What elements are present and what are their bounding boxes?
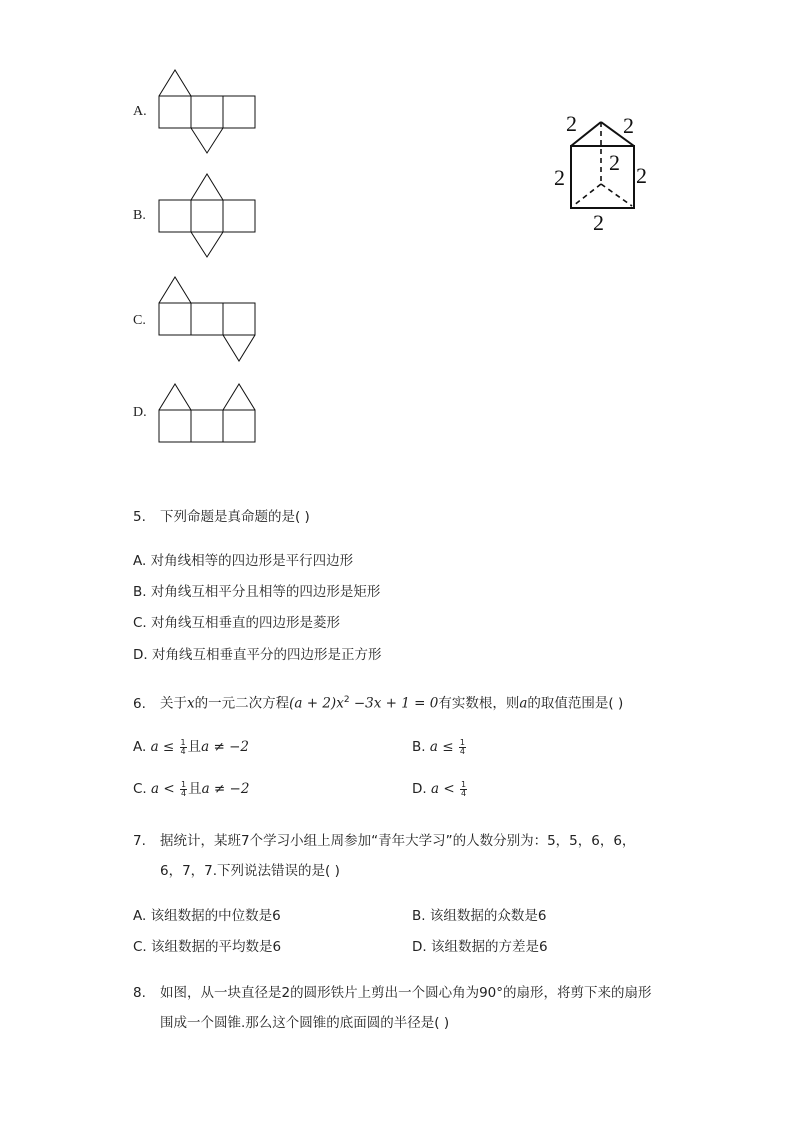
fraction [460,781,467,798]
question-8-stem-line-1 [133,983,652,1003]
question-text: 下列命题是真命题的是( ) [160,509,310,525]
fraction [459,739,466,756]
math-var: x [187,695,195,712]
equation-exponent: 2 [343,695,350,705]
q5-option-c: C. 对角线互相垂直的四边形是菱形 [133,615,341,631]
q7-option-d: D. 该组数据的方差是6 [412,939,548,955]
question-6-stem [133,690,623,714]
option-text: 且 [187,739,202,755]
prism-edge-label: 2 [566,111,577,136]
option-c-label: C. [133,313,146,328]
question-7-stem-line-1 [133,831,635,851]
question-text: 关于 [160,695,187,712]
question-8-stem-line-2: 围成一个圆锥.那么这个圆锥的底面圆的半径是( ) [160,1015,450,1031]
net-figure-b [158,172,258,260]
prism-edge-label: 2 [554,165,565,190]
question-5-stem [133,507,310,527]
math-expr: a ≠ −2 [201,739,249,755]
q5-option-a: A. 对角线相等的四边形是平行四边形 [133,553,354,569]
net-figure-a [158,68,258,156]
frac-num: 1 [180,737,186,747]
option-label: C. [133,781,147,797]
question-text: 有实数根，则 [438,695,520,712]
q6-option-d [412,779,468,799]
math-expr: a ≤ [429,739,458,755]
option-b-label: B. [133,208,146,223]
q6-option-b [412,737,467,757]
question-7-stem-line-2: 6，7，7.下列说法错误的是( ) [160,863,340,879]
frac-den: 4 [459,746,465,756]
prism-edge-label: 2 [609,150,620,175]
fraction [180,739,187,756]
frac-den: 4 [460,788,467,798]
question-text: 据统计，某班7个学习小组上周参加“青年大学习”的人数分别为：5，5，6，6， [160,833,636,849]
prism-edge-label: 2 [636,163,647,188]
prism-figure [550,108,660,234]
net-figure-c [158,276,258,364]
option-d-label: D. [133,405,147,420]
q6-option-c [133,779,249,799]
q7-option-c: C. 该组数据的平均数是6 [133,939,282,955]
math-expr: a ≤ [150,739,179,755]
q7-option-b: B. 该组数据的众数是6 [412,908,547,924]
question-number: 6. [133,695,146,712]
option-label: A. [133,739,147,755]
option-text: 且 [188,781,202,797]
net-figure-d [158,382,258,444]
math-var: a [519,695,528,712]
equation: (a + 2)x [289,695,344,712]
option-a-label: A. [133,104,147,119]
frac-num: 1 [180,779,187,789]
question-number: 5. [133,509,146,525]
prism-edge-label: 2 [593,210,604,234]
question-text: 的取值范围是( ) [527,695,624,712]
option-label: B. [412,739,426,755]
question-number: 7. [133,833,146,849]
equation: −3x + 1 = 0 [349,695,439,712]
math-expr: a ≠ −2 [201,781,250,797]
q5-option-d: D. 对角线互相垂直平分的四边形是正方形 [133,647,382,663]
fraction [180,781,187,798]
question-text: 如图，从一块直径是2的圆形铁片上剪出一个圆心角为90°的扇形，将剪下来的扇形 [160,985,652,1001]
frac-num: 1 [459,737,465,747]
prism-edge-label: 2 [623,113,634,138]
math-expr: a < [430,781,459,797]
frac-den: 4 [180,746,186,756]
question-text: 的一元二次方程 [194,695,290,712]
math-expr: a < [151,781,179,797]
frac-num: 1 [460,779,467,789]
option-label: D. [412,781,427,797]
q7-option-a: A. 该组数据的中位数是6 [133,908,281,924]
q5-option-b: B. 对角线互相平分且相等的四边形是矩形 [133,584,381,600]
frac-den: 4 [180,788,187,798]
question-number: 8. [133,985,146,1001]
q6-option-a [133,737,249,757]
